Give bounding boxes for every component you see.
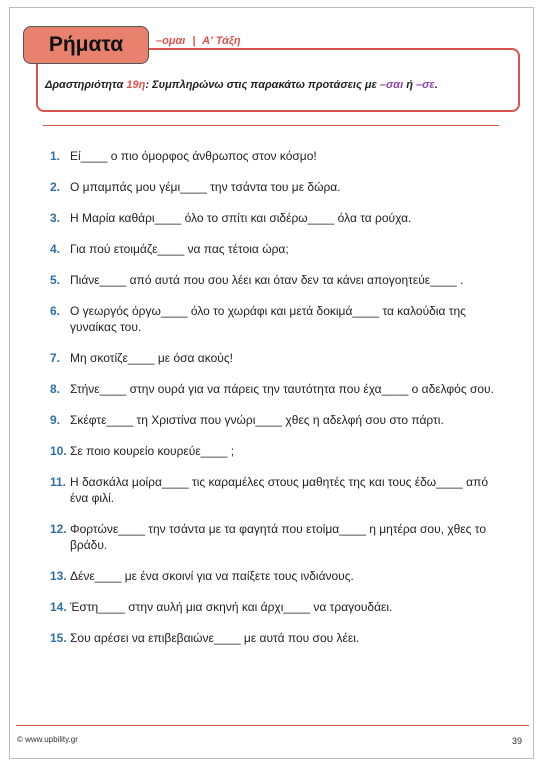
exercise-item (50, 521, 500, 553)
exercise-text: Μη σκοτίζε____ με όσα ακούς! (70, 351, 233, 365)
exercise-item (50, 630, 500, 646)
exercise-item (50, 443, 500, 459)
exercise-item (50, 303, 500, 335)
exercise-text: Σε ποιο κουρείο κουρεύε____ ; (70, 444, 235, 458)
exercise-number: 2. (50, 180, 61, 194)
exercise-text: Σου αρέσει να επιβεβαιώνε____ με αυτά που σου λέει. (70, 631, 360, 645)
exercise-number: 7. (50, 351, 61, 365)
instruction-end: . (434, 79, 438, 91)
subtitle-suffix: –ομαι (156, 35, 186, 47)
exercise-text: Η Μαρία καθάρι____ όλο το σπίτι και σιδέρω____ όλα τα ρούχα. (70, 211, 412, 225)
exercise-number: 13. (50, 569, 67, 583)
subtitle (156, 35, 241, 47)
exercise-number: 4. (50, 242, 61, 256)
exercise-number: 1. (50, 149, 61, 163)
copyright-text: © www.upbility.gr (17, 735, 78, 744)
subtitle-separator: | (192, 35, 196, 47)
instruction-conj: ή (406, 79, 413, 91)
page-number: 39 (512, 736, 523, 746)
exercise-text: Για πού ετοιμάζε____ να πας τέτοια ώρα; (70, 242, 289, 256)
exercise-number: 12. (50, 522, 67, 536)
exercise-text: Ο μπαμπάς μου γέμι____ την τσάντα του με δώρα. (70, 180, 341, 194)
exercise-item (50, 148, 500, 164)
exercise-item (50, 350, 500, 366)
exercise-text: Στήνε____ στην ουρά για να πάρεις την ταυτότητα που έχα____ ο αδελφός σου. (70, 382, 494, 396)
exercise-item (50, 474, 500, 506)
exercise-text: Έστη____ στην αυλή μια σκηνή και άρχι____ να τραγουδάει. (70, 600, 393, 614)
exercise-number: 3. (50, 211, 61, 225)
exercise-text: Ο γεωργός όργω____ όλο το χωράφι και μετά δοκιμά____ τα καλούδια της γυναίκας του. (70, 304, 466, 334)
subtitle-grade: Α' Τάξη (202, 35, 241, 47)
exercise-number: 8. (50, 382, 61, 396)
exercise-number: 11. (50, 475, 67, 489)
exercise-number: 6. (50, 304, 61, 318)
instruction-body: : Συμπληρώνω στις παρακάτω προτάσεις με (145, 79, 377, 91)
exercise-item (50, 599, 500, 615)
footer-divider (16, 725, 529, 726)
section-divider (43, 125, 499, 126)
instruction-number: 19η (126, 79, 146, 91)
instruction-text (45, 79, 438, 91)
instruction-suffix-b: –σε (416, 79, 435, 91)
exercise-list (50, 148, 500, 646)
exercise-number: 9. (50, 413, 61, 427)
exercise-number: 14. (50, 600, 67, 614)
exercise-item (50, 568, 500, 584)
page-title: Ρήματα (23, 26, 149, 64)
exercise-text: Φορτώνε____ την τσάντα με τα φαγητά που ετοίμα____ η μητέρα σου, χθες το βράδυ. (70, 522, 486, 552)
exercise-text: Η δασκάλα μοίρα____ τις καραμέλες στους μαθητές της και τους έδω____ από ένα φιλί. (70, 475, 489, 505)
exercise-number: 15. (50, 631, 67, 645)
exercise-item (50, 210, 500, 226)
exercise-item (50, 179, 500, 195)
exercise-text: Δένε____ με ένα σκοινί για να παίξετε τους ινδιάνους. (70, 569, 354, 583)
instruction-prefix: Δραστηριότητα (45, 79, 124, 91)
exercise-item (50, 272, 500, 288)
exercise-item (50, 381, 500, 397)
exercise-number: 10. (50, 444, 67, 458)
exercise-text: Εί____ ο πιο όμορφος άνθρωπος στον κόσμο! (70, 149, 317, 163)
exercise-number: 5. (50, 273, 61, 287)
instruction-suffix-a: –σαι (379, 79, 404, 91)
exercise-item (50, 241, 500, 257)
exercise-item (50, 412, 500, 428)
exercise-text: Σκέφτε____ τη Χριστίνα που γνώρι____ χθες η αδελφή σου στο πάρτι. (70, 413, 444, 427)
exercise-text: Πιάνε____ από αυτά που σου λέει και όταν δεν τα κάνει απογοητεύε____ . (70, 273, 464, 287)
